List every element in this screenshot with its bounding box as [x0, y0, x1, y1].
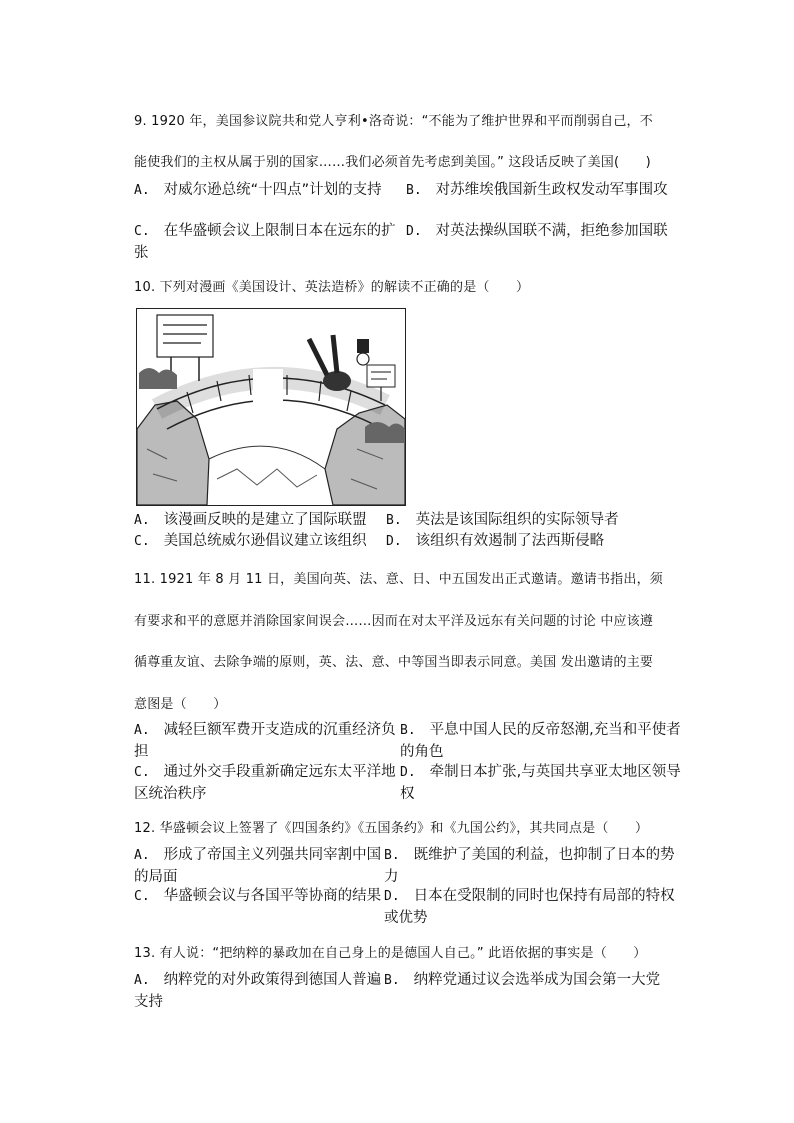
- question-10-options-row-2: [134, 531, 694, 553]
- question-11-line-4: 意图是（ ）: [134, 697, 227, 712]
- question-9-options-row-1: [134, 180, 686, 222]
- option-b: B. 对苏维埃俄国新生政权发动军事围攻: [406, 182, 668, 198]
- option-a: A. 减轻巨额军费开支造成的沉重经济负担: [134, 722, 396, 760]
- option-d: D. 牵制日本扩张,与英国共享亚太地区领导权: [400, 764, 681, 802]
- cartoon-image: [136, 308, 406, 506]
- question-12-options-row-2: [134, 886, 686, 928]
- option-d: D. 对英法操纵国联不满，拒绝参加国联: [406, 223, 668, 239]
- question-10-options-row-1: [134, 510, 694, 532]
- question-9-line-2: 能使我们的主权从属于别的国家……我们必须首先考虑到美国。” 这段话反映了美国( ): [134, 155, 651, 170]
- option-b: B. 平息中国人民的反帝怒潮,充当和平使者的角色: [400, 722, 681, 760]
- option-a: A. 纳粹党的对外政策得到德国人普遍支持: [134, 972, 382, 1010]
- question-11-line-1: 11. 1921 年 8 月 11 日，美国向英、法、意、日、中五国发出正式邀请。邀请书指出，须: [134, 572, 663, 587]
- question-9-options-row-2: [134, 221, 686, 263]
- question-13-options-row-1: [134, 970, 686, 1012]
- option-b: B. 既维护了美国的利益，也抑制了日本的势力: [384, 847, 675, 885]
- question-9-line-1: 9. 1920 年，美国参议院共和党人亨利•洛奇说：“不能为了维护世界和平而削弱自己，不: [134, 114, 653, 129]
- question-13-line-1: 13. 有人说：“把纳粹的暴政加在自己身上的是德国人自己。” 此语依据的事实是（ ）: [134, 946, 647, 961]
- question-10-line-1: 10. 下列对漫画《美国设计、英法造桥》的解读不正确的是（ ）: [134, 280, 530, 295]
- question-11-options-row-1: [134, 720, 686, 762]
- bridge-cartoon-illustration: [137, 309, 405, 505]
- option-c: C. 美国总统威尔逊倡议建立该组织: [134, 533, 367, 549]
- option-c: C. 华盛顿会议与各国平等协商的结果: [134, 888, 382, 904]
- option-a: A. 该漫画反映的是建立了国际联盟: [134, 512, 367, 528]
- option-a: A. 对威尔逊总统“十四点”计划的支持: [134, 182, 382, 198]
- option-b: B. 英法是该国际组织的实际领导者: [386, 512, 619, 528]
- question-12-options-row-1: [134, 845, 686, 887]
- option-d: D. 日本在受限制的同时也保持有局部的特权或优势: [384, 888, 675, 926]
- question-11-line-2: 有要求和平的意愿并消除国家间误会……因而在对太平洋及远东有关问题的讨论 中应该遵: [134, 614, 654, 629]
- question-12-line-1: 12. 华盛顿会议上签署了《四国条约》《五国条约》和《九国公约》，其共同点是（ ）: [134, 821, 649, 836]
- option-c: C. 通过外交手段重新确定远东太平洋地区统治秩序: [134, 764, 396, 802]
- option-c: C. 在华盛顿会议上限制日本在远东的扩张: [134, 223, 396, 261]
- option-a: A. 形成了帝国主义列强共同宰割中国的局面: [134, 847, 382, 885]
- option-b: B. 纳粹党通过议会选举成为国会第一大党: [384, 972, 661, 988]
- question-11-options-row-2: [134, 762, 686, 804]
- option-d: D. 该组织有效遏制了法西斯侵略: [386, 533, 605, 549]
- question-11-line-3: 循尊重友谊、去除争端的原则，英、法、意、中等国当即表示同意。美国 发出邀请的主要: [134, 655, 654, 670]
